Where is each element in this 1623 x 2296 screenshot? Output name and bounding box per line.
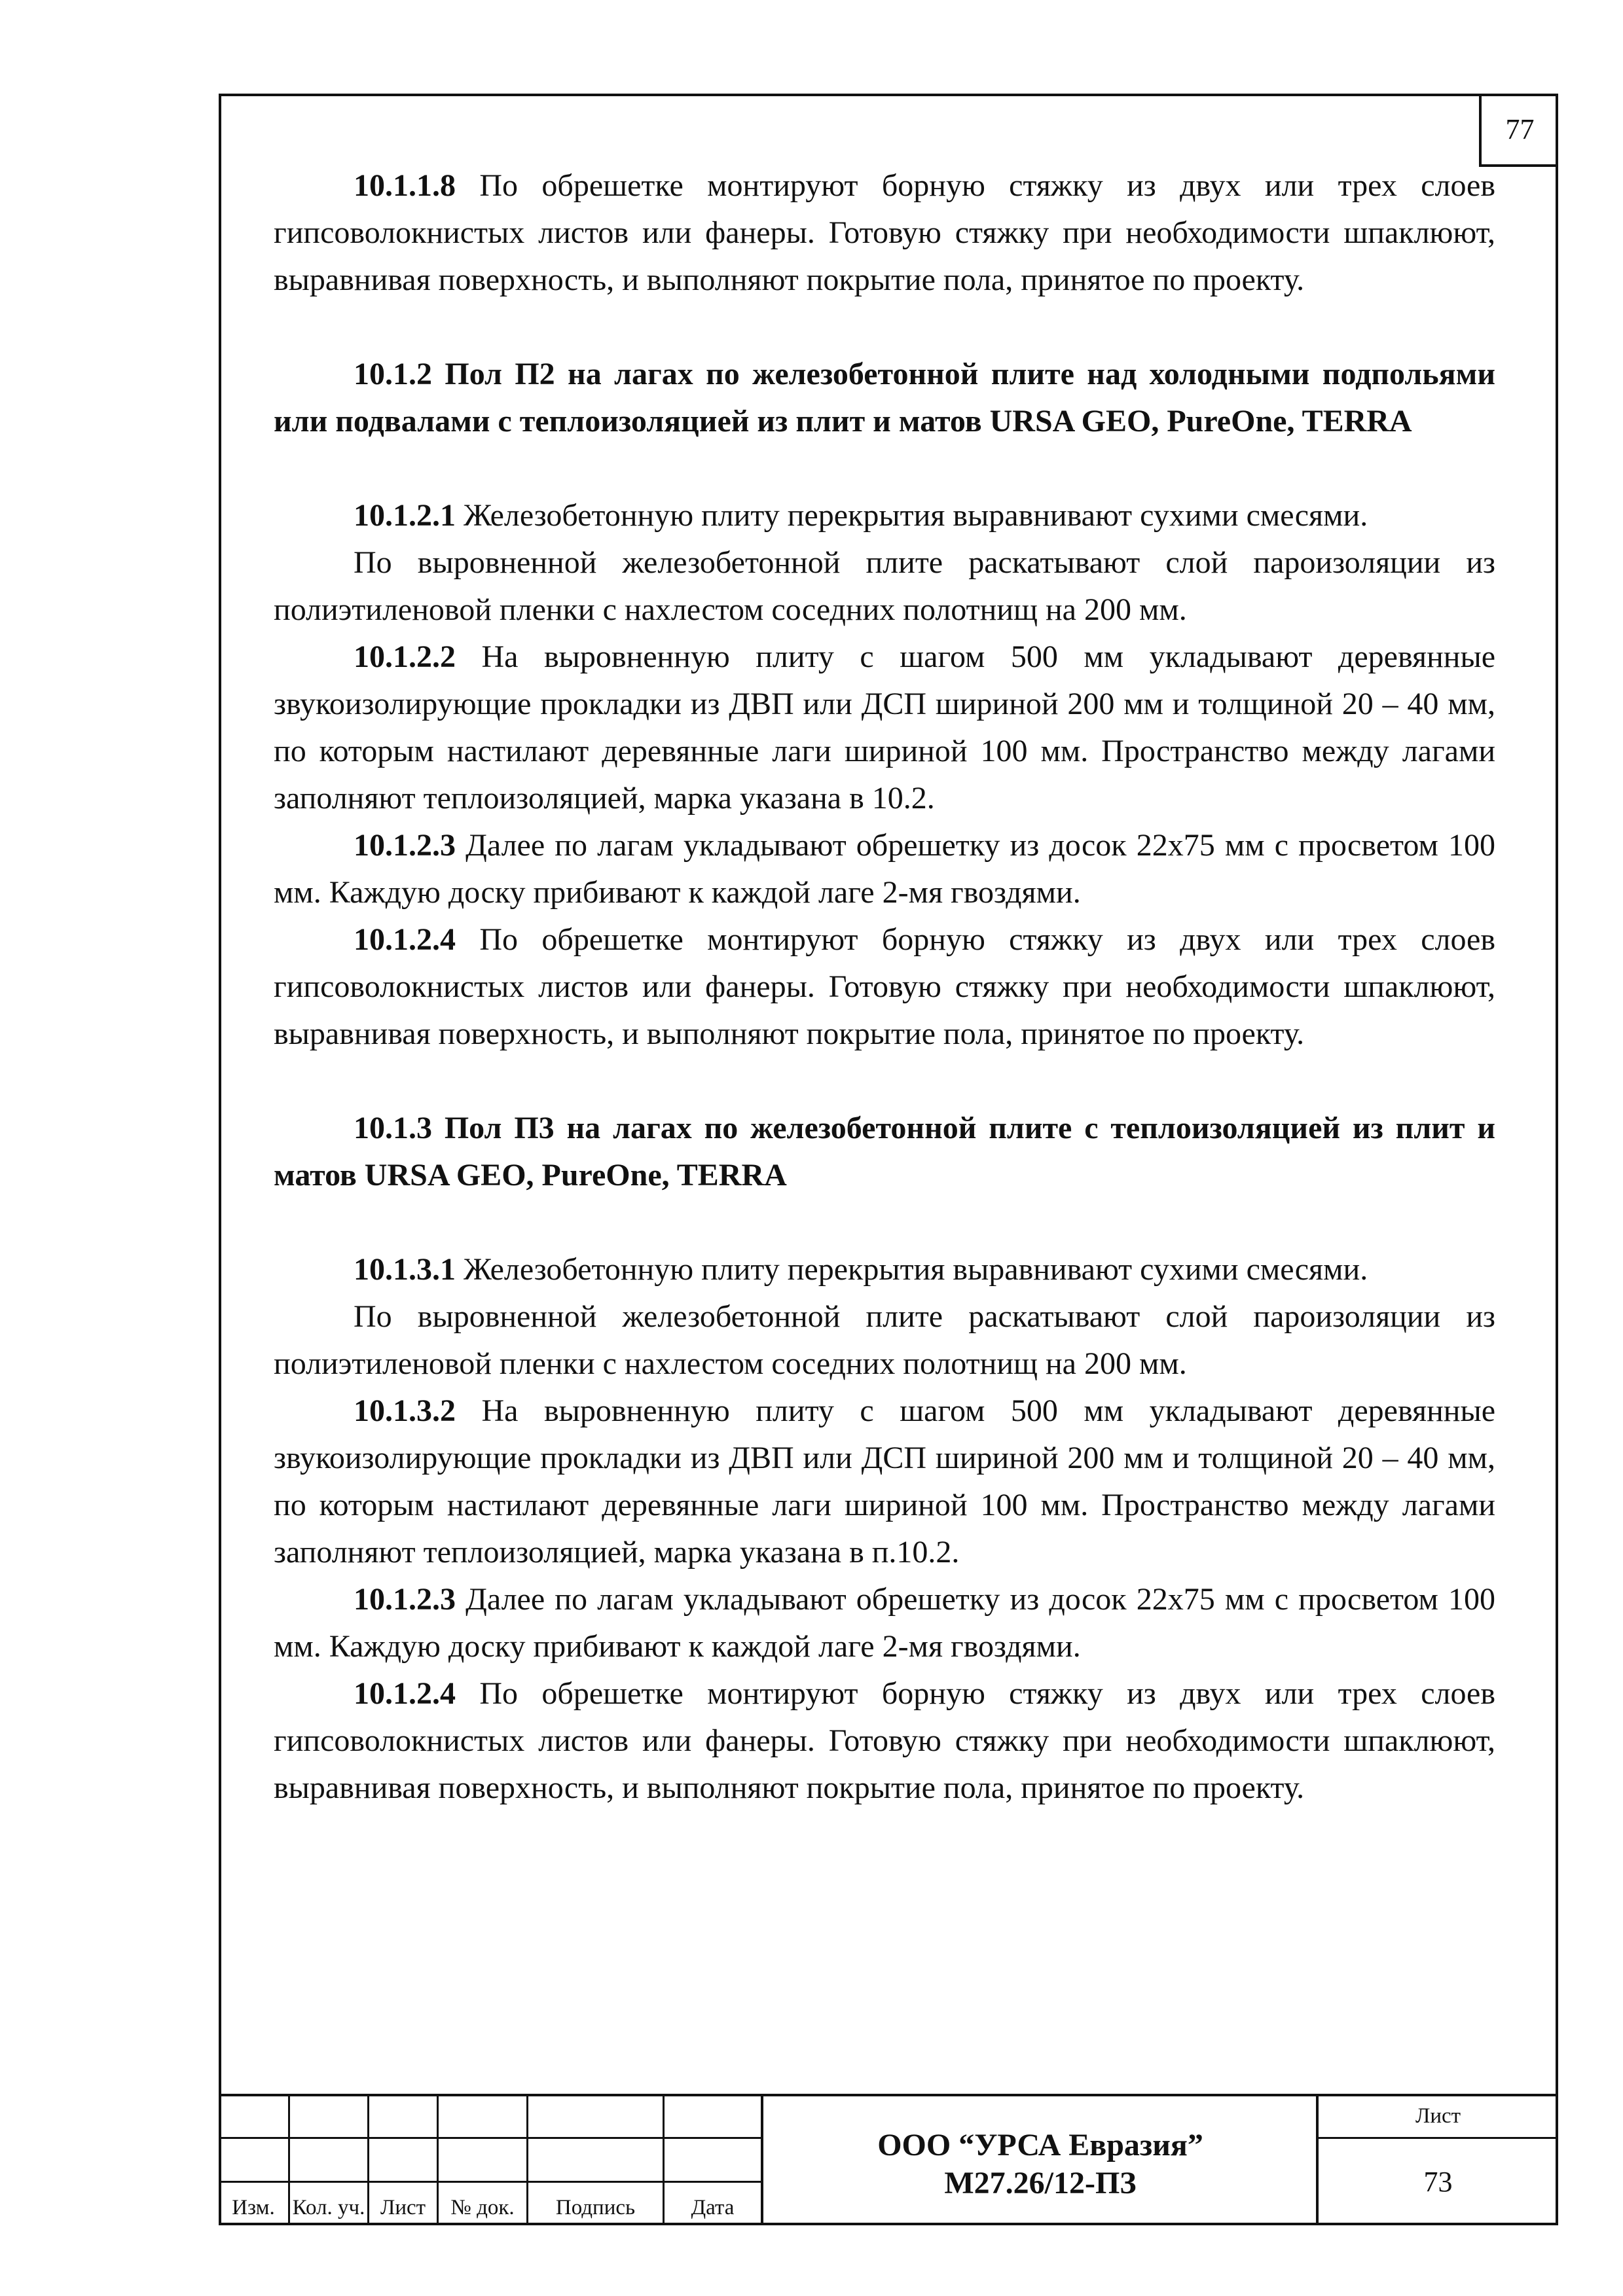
paragraph-10-1-3-1-cont: По выровненной железобетонной плите раскатывают слой пароизоляции из полиэтиленовой пленки с нахлестом соседних полотнищ на 200 мм. xyxy=(274,1299,1495,1381)
col-date-label: Дата xyxy=(691,2196,735,2219)
paragraph-text: Железобетонную плиту перекрытия выравнивают сухими смесями. xyxy=(456,498,1368,533)
paragraph-10-1-2-1 xyxy=(274,492,1495,539)
paragraph-10-1-2-3 xyxy=(274,822,1495,916)
paragraph-10-1-3-3 xyxy=(274,1576,1495,1670)
paragraph-10-1-3-2 xyxy=(274,1388,1495,1576)
paragraph-10-1-2-4 xyxy=(274,916,1495,1058)
clause-number: 10.1.2.1 xyxy=(354,498,456,533)
document-code: М27.26/12-ПЗ xyxy=(944,2166,1137,2200)
clause-number: 10.1.2.4 xyxy=(354,922,456,957)
clause-number: 10.1.1.8 xyxy=(354,168,456,203)
clause-number: 10.1.2.3 xyxy=(354,1582,456,1617)
sheet-label: Лист xyxy=(1415,2104,1461,2128)
clause-number: 10.1.3.1 xyxy=(354,1252,456,1287)
paragraph-10-1-2-1-cont: По выровненной железобетонной плите раскатывают слой пароизоляции из полиэтиленовой пленки с нахлестом соседних полотнищ на 200 мм. xyxy=(274,545,1495,627)
paragraph-text: Далее по лагам укладывают обрешетку из досок 22х75 мм с просветом 100 мм. Каждую доску прибивают к каждой лаге 2-мя гвоздями. xyxy=(274,1582,1495,1664)
col-doc-label: № док. xyxy=(450,2196,515,2219)
paragraph-10-1-2-2 xyxy=(274,634,1495,822)
organization-name: ООО “УРСА Евразия” xyxy=(877,2128,1203,2162)
sheet-number: 73 xyxy=(1423,2166,1453,2198)
paragraph-text: По обрешетке монтируют борную стяжку из двух или трех слоев гипсоволокнистых листов или фанеры. Готовую стяжку при необходимости шпаклюют, выравнивая поверхность, и выполняют покрытие пола, принятое по проекту. xyxy=(274,1676,1495,1805)
paragraph-text: По обрешетке монтируют борную стяжку из двух или трех слоев гипсоволокнистых листов или фанеры. Готовую стяжку при необходимости шпаклюют, выравнивая поверхность, и выполняют покрытие пола, принятое по проекту. xyxy=(274,922,1495,1051)
organization-block xyxy=(763,2126,1318,2202)
paragraph-text: По обрешетке монтируют борную стяжку из двух или трех слоев гипсоволокнистых листов или фанеры. Готовую стяжку при необходимости шпаклюют, выравнивая поверхность, и выполняют покрытие пола, принятое по проекту. xyxy=(274,168,1495,297)
corner-page-number: 77 xyxy=(1479,94,1558,167)
clause-number: 10.1.2.2 xyxy=(354,639,456,674)
col-sign-label: Подпись xyxy=(555,2196,636,2219)
clause-number: 10.1.2.3 xyxy=(354,828,456,863)
paragraph-text: На выровненную плиту с шагом 500 мм укладывают деревянные звукоизолирующие прокладки из ДВП или ДСП шириной 200 мм и толщиной 20 – 40 мм, по которым настилают деревянные лаги шириной 100 мм. Пространство между лагами заполняют теплоизоляцией, марка указана в п.10.2. xyxy=(274,1393,1495,1570)
document-body xyxy=(274,162,1495,1812)
section-heading-10-1-3: 10.1.3 Пол П3 на лагах по железобетонной плите с теплоизоляцией из плит и матов URSA GEO, PureOne, TERRA xyxy=(274,1111,1495,1193)
paragraph-10-1-3-1 xyxy=(274,1246,1495,1293)
col-izm-label: Изм. xyxy=(232,2196,275,2219)
paragraph-text: На выровненную плиту с шагом 500 мм укладывают деревянные звукоизолирующие прокладки из ДВП или ДСП шириной 200 мм и толщиной 20 – 40 мм, по которым настилают деревянные лаги шириной 100 мм. Пространство между лагами заполняют теплоизоляцией, марка указана в 10.2. xyxy=(274,639,1495,816)
paragraph-10-1-1-8 xyxy=(274,162,1495,304)
col-list-label: Лист xyxy=(380,2196,426,2219)
clause-number: 10.1.3.2 xyxy=(354,1393,456,1428)
paragraph-10-1-3-4 xyxy=(274,1670,1495,1812)
title-block xyxy=(219,2094,1558,2225)
paragraph-text: Далее по лагам укладывают обрешетку из досок 22х75 мм с просветом 100 мм. Каждую доску прибивают к каждой лаге 2-мя гвоздями. xyxy=(274,828,1495,910)
paragraph-text: Железобетонную плиту перекрытия выравнивают сухими смесями. xyxy=(456,1252,1368,1287)
clause-number: 10.1.2.4 xyxy=(354,1676,456,1711)
section-heading-10-1-2: 10.1.2 Пол П2 на лагах по железобетонной плите над холодными подпольями или подвалами с теплоизоляцией из плит и матов URSA GEO, PureOne, TERRA xyxy=(274,357,1495,439)
col-kol-uch-label: Кол. уч. xyxy=(292,2196,365,2219)
